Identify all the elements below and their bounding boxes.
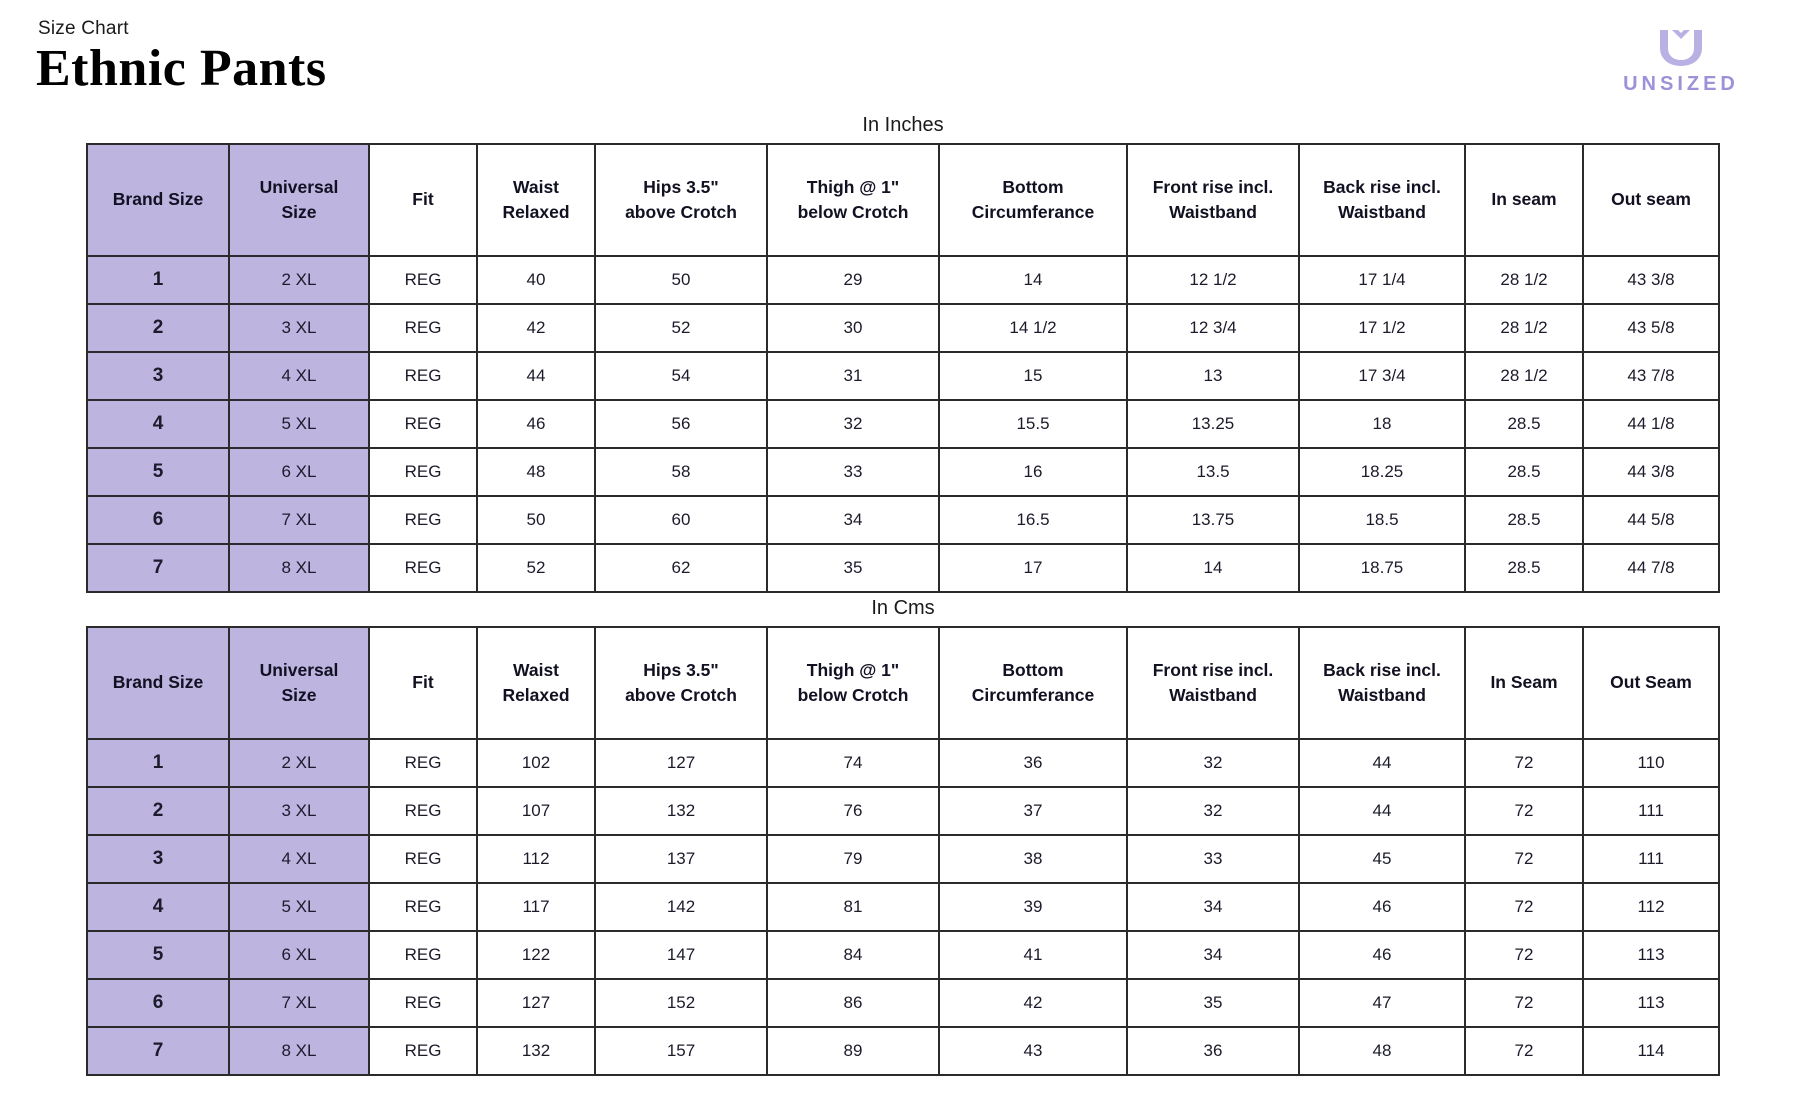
cell-hips: 58 xyxy=(595,448,767,496)
cell-front-rise: 12 3/4 xyxy=(1127,304,1299,352)
cell-bottom: 38 xyxy=(939,835,1127,883)
cell-hips: 137 xyxy=(595,835,767,883)
header-line-1: Hips 3.5" xyxy=(643,659,719,680)
cell-fit: REG xyxy=(369,400,477,448)
cell-out-seam: 44 7/8 xyxy=(1583,544,1719,592)
cell-bottom: 39 xyxy=(939,883,1127,931)
cell-thigh: 89 xyxy=(767,1027,939,1075)
cell-universal-size: 6 XL xyxy=(229,931,369,979)
col-header-fit xyxy=(369,627,477,739)
cell-fit: REG xyxy=(369,931,477,979)
cell-hips: 50 xyxy=(595,256,767,304)
table-header-row xyxy=(87,627,1719,739)
cell-out-seam: 43 7/8 xyxy=(1583,352,1719,400)
cell-thigh: 35 xyxy=(767,544,939,592)
header-line-2: Size xyxy=(281,202,317,222)
header-line-2: above Crotch xyxy=(625,685,737,705)
table-row xyxy=(87,835,1719,883)
cell-brand-size: 4 xyxy=(87,883,229,931)
cell-out-seam: 113 xyxy=(1583,931,1719,979)
header-line-1: Front rise incl. xyxy=(1152,176,1274,197)
cell-in-seam: 28.5 xyxy=(1465,400,1583,448)
table-row xyxy=(87,496,1719,544)
cell-front-rise: 34 xyxy=(1127,931,1299,979)
col-header-bottom-circumference xyxy=(939,144,1127,256)
header-line-1: Fit xyxy=(412,672,434,693)
col-header-thigh xyxy=(767,144,939,256)
cell-back-rise: 17 1/2 xyxy=(1299,304,1465,352)
cell-brand-size: 4 xyxy=(87,400,229,448)
header-line-1: Out Seam xyxy=(1610,672,1692,693)
col-header-thigh xyxy=(767,627,939,739)
cell-back-rise: 48 xyxy=(1299,1027,1465,1075)
cell-in-seam: 28.5 xyxy=(1465,496,1583,544)
cell-back-rise: 45 xyxy=(1299,835,1465,883)
cell-front-rise: 32 xyxy=(1127,739,1299,787)
cell-universal-size: 5 XL xyxy=(229,400,369,448)
cell-thigh: 86 xyxy=(767,979,939,1027)
table-row xyxy=(87,352,1719,400)
cell-back-rise: 18 xyxy=(1299,400,1465,448)
header-line-2: Waistband xyxy=(1338,202,1426,222)
cell-hips: 147 xyxy=(595,931,767,979)
cell-universal-size: 7 XL xyxy=(229,496,369,544)
unit-label-cms: In Cms xyxy=(871,597,935,619)
header-line-2: Size xyxy=(281,685,317,705)
cell-brand-size: 3 xyxy=(87,352,229,400)
cell-bottom: 41 xyxy=(939,931,1127,979)
page-title: Ethnic Pants xyxy=(36,40,327,97)
cell-universal-size: 2 XL xyxy=(229,739,369,787)
page-kicker: Size Chart xyxy=(38,18,129,39)
brand-name: UNSIZED xyxy=(1623,73,1739,95)
header-line-1: Back rise incl. xyxy=(1323,176,1441,197)
brand-logo xyxy=(1606,26,1756,96)
cell-fit: REG xyxy=(369,1027,477,1075)
col-header-in-seam xyxy=(1465,144,1583,256)
cell-front-rise: 34 xyxy=(1127,883,1299,931)
cell-front-rise: 13.75 xyxy=(1127,496,1299,544)
cell-brand-size: 5 xyxy=(87,931,229,979)
header-line-1: Brand Size xyxy=(112,189,204,210)
header-line-1: Bottom xyxy=(1002,659,1064,680)
table-row xyxy=(87,739,1719,787)
cell-hips: 54 xyxy=(595,352,767,400)
header-line-2: Waistband xyxy=(1169,202,1257,222)
cell-waist: 127 xyxy=(477,979,595,1027)
cell-waist: 48 xyxy=(477,448,595,496)
cell-universal-size: 3 XL xyxy=(229,787,369,835)
cell-brand-size: 3 xyxy=(87,835,229,883)
cell-hips: 152 xyxy=(595,979,767,1027)
table-row xyxy=(87,448,1719,496)
cell-brand-size: 5 xyxy=(87,448,229,496)
header-line-1: Back rise incl. xyxy=(1323,659,1441,680)
col-header-front-rise xyxy=(1127,144,1299,256)
cell-front-rise: 13.5 xyxy=(1127,448,1299,496)
cell-thigh: 74 xyxy=(767,739,939,787)
cell-fit: REG xyxy=(369,544,477,592)
size-table-cms xyxy=(86,626,1720,1076)
cell-universal-size: 3 XL xyxy=(229,304,369,352)
cell-back-rise: 46 xyxy=(1299,931,1465,979)
table-row xyxy=(87,1027,1719,1075)
cell-front-rise: 14 xyxy=(1127,544,1299,592)
col-header-fit xyxy=(369,144,477,256)
col-header-bottom-circumference xyxy=(939,627,1127,739)
cell-brand-size: 2 xyxy=(87,304,229,352)
cell-bottom: 16 xyxy=(939,448,1127,496)
table-header-row xyxy=(87,144,1719,256)
cell-bottom: 14 1/2 xyxy=(939,304,1127,352)
cell-fit: REG xyxy=(369,304,477,352)
cell-hips: 127 xyxy=(595,739,767,787)
cell-out-seam: 43 5/8 xyxy=(1583,304,1719,352)
cell-thigh: 32 xyxy=(767,400,939,448)
cell-in-seam: 72 xyxy=(1465,739,1583,787)
cell-hips: 52 xyxy=(595,304,767,352)
table-row xyxy=(87,979,1719,1027)
table-row xyxy=(87,883,1719,931)
cell-back-rise: 17 3/4 xyxy=(1299,352,1465,400)
cell-waist: 117 xyxy=(477,883,595,931)
header-line-2: below Crotch xyxy=(797,685,909,705)
cell-brand-size: 7 xyxy=(87,1027,229,1075)
cell-bottom: 43 xyxy=(939,1027,1127,1075)
cell-back-rise: 44 xyxy=(1299,787,1465,835)
cell-waist: 42 xyxy=(477,304,595,352)
header-line-1: Universal xyxy=(259,659,339,680)
header-line-1: Bottom xyxy=(1002,176,1064,197)
cell-waist: 40 xyxy=(477,256,595,304)
cell-out-seam: 44 5/8 xyxy=(1583,496,1719,544)
cell-back-rise: 17 1/4 xyxy=(1299,256,1465,304)
header-line-2: Circumferance xyxy=(971,202,1095,222)
cell-universal-size: 6 XL xyxy=(229,448,369,496)
header-line-1: Out seam xyxy=(1611,189,1691,210)
cell-brand-size: 1 xyxy=(87,739,229,787)
cell-fit: REG xyxy=(369,739,477,787)
cell-in-seam: 72 xyxy=(1465,835,1583,883)
table-row xyxy=(87,400,1719,448)
cell-front-rise: 12 1/2 xyxy=(1127,256,1299,304)
cell-in-seam: 72 xyxy=(1465,883,1583,931)
cell-universal-size: 7 XL xyxy=(229,979,369,1027)
cell-hips: 157 xyxy=(595,1027,767,1075)
cell-fit: REG xyxy=(369,979,477,1027)
col-header-waist-relaxed xyxy=(477,627,595,739)
cell-waist: 52 xyxy=(477,544,595,592)
cell-thigh: 79 xyxy=(767,835,939,883)
cell-fit: REG xyxy=(369,496,477,544)
cell-front-rise: 13.25 xyxy=(1127,400,1299,448)
cell-in-seam: 28 1/2 xyxy=(1465,304,1583,352)
cell-fit: REG xyxy=(369,352,477,400)
header-line-2: Waistband xyxy=(1338,685,1426,705)
cell-out-seam: 111 xyxy=(1583,835,1719,883)
col-header-hips xyxy=(595,627,767,739)
cell-waist: 122 xyxy=(477,931,595,979)
cell-out-seam: 112 xyxy=(1583,883,1719,931)
cell-hips: 142 xyxy=(595,883,767,931)
col-header-waist-relaxed xyxy=(477,144,595,256)
cell-universal-size: 4 XL xyxy=(229,352,369,400)
header-line-1: In Seam xyxy=(1490,672,1558,693)
header-line-2: Circumferance xyxy=(971,685,1095,705)
cell-waist: 46 xyxy=(477,400,595,448)
cell-bottom: 16.5 xyxy=(939,496,1127,544)
cell-out-seam: 111 xyxy=(1583,787,1719,835)
col-header-universal-size xyxy=(229,627,369,739)
cell-out-seam: 110 xyxy=(1583,739,1719,787)
col-header-brand-size xyxy=(87,144,229,256)
col-header-front-rise xyxy=(1127,627,1299,739)
col-header-back-rise xyxy=(1299,627,1465,739)
cell-front-rise: 33 xyxy=(1127,835,1299,883)
header-line-1: Front rise incl. xyxy=(1152,659,1274,680)
cell-thigh: 84 xyxy=(767,931,939,979)
cell-bottom: 17 xyxy=(939,544,1127,592)
cell-back-rise: 18.75 xyxy=(1299,544,1465,592)
cell-bottom: 37 xyxy=(939,787,1127,835)
col-header-out-seam xyxy=(1583,144,1719,256)
col-header-universal-size xyxy=(229,144,369,256)
header-line-1: Waist xyxy=(512,176,560,197)
cell-back-rise: 18.5 xyxy=(1299,496,1465,544)
cell-fit: REG xyxy=(369,835,477,883)
cell-back-rise: 44 xyxy=(1299,739,1465,787)
cell-bottom: 42 xyxy=(939,979,1127,1027)
col-header-hips xyxy=(595,144,767,256)
cell-universal-size: 4 XL xyxy=(229,835,369,883)
cell-fit: REG xyxy=(369,256,477,304)
cell-in-seam: 72 xyxy=(1465,979,1583,1027)
unit-label-inches: In Inches xyxy=(862,114,944,136)
header-line-2: Relaxed xyxy=(502,685,570,705)
cell-waist: 102 xyxy=(477,739,595,787)
cell-hips: 132 xyxy=(595,787,767,835)
col-header-in-seam xyxy=(1465,627,1583,739)
cell-universal-size: 8 XL xyxy=(229,1027,369,1075)
cell-thigh: 29 xyxy=(767,256,939,304)
header-line-1: Thigh @ 1" xyxy=(806,659,900,680)
unsized-logo-icon xyxy=(1606,26,1756,71)
cell-hips: 60 xyxy=(595,496,767,544)
cell-in-seam: 72 xyxy=(1465,931,1583,979)
cell-brand-size: 2 xyxy=(87,787,229,835)
header-line-2: above Crotch xyxy=(625,202,737,222)
col-header-brand-size xyxy=(87,627,229,739)
cell-brand-size: 6 xyxy=(87,496,229,544)
cell-thigh: 81 xyxy=(767,883,939,931)
header-line-2: Relaxed xyxy=(502,202,570,222)
table-row xyxy=(87,931,1719,979)
header-line-1: Hips 3.5" xyxy=(643,176,719,197)
cell-thigh: 76 xyxy=(767,787,939,835)
cell-back-rise: 46 xyxy=(1299,883,1465,931)
header-line-1: Universal xyxy=(259,176,339,197)
cell-bottom: 36 xyxy=(939,739,1127,787)
cell-front-rise: 32 xyxy=(1127,787,1299,835)
cell-out-seam: 44 3/8 xyxy=(1583,448,1719,496)
col-header-out-seam xyxy=(1583,627,1719,739)
cell-fit: REG xyxy=(369,448,477,496)
cell-waist: 107 xyxy=(477,787,595,835)
cell-brand-size: 7 xyxy=(87,544,229,592)
cell-brand-size: 1 xyxy=(87,256,229,304)
cell-waist: 132 xyxy=(477,1027,595,1075)
cell-hips: 62 xyxy=(595,544,767,592)
table-row xyxy=(87,787,1719,835)
header-line-2: below Crotch xyxy=(797,202,909,222)
table-row xyxy=(87,304,1719,352)
cell-fit: REG xyxy=(369,787,477,835)
cell-in-seam: 72 xyxy=(1465,787,1583,835)
cell-in-seam: 28 1/2 xyxy=(1465,352,1583,400)
header-line-1: Waist xyxy=(512,659,560,680)
cell-out-seam: 114 xyxy=(1583,1027,1719,1075)
cell-universal-size: 2 XL xyxy=(229,256,369,304)
cell-bottom: 14 xyxy=(939,256,1127,304)
cell-back-rise: 18.25 xyxy=(1299,448,1465,496)
table-row xyxy=(87,544,1719,592)
cell-front-rise: 35 xyxy=(1127,979,1299,1027)
cell-thigh: 34 xyxy=(767,496,939,544)
cell-thigh: 31 xyxy=(767,352,939,400)
cell-brand-size: 6 xyxy=(87,979,229,1027)
page-header xyxy=(36,18,1770,110)
header-line-1: Brand Size xyxy=(112,672,204,693)
cell-in-seam: 28.5 xyxy=(1465,544,1583,592)
cell-front-rise: 36 xyxy=(1127,1027,1299,1075)
table-row xyxy=(87,256,1719,304)
cell-front-rise: 13 xyxy=(1127,352,1299,400)
size-table-inches xyxy=(86,143,1720,593)
cell-waist: 112 xyxy=(477,835,595,883)
cell-bottom: 15.5 xyxy=(939,400,1127,448)
cell-thigh: 30 xyxy=(767,304,939,352)
col-header-back-rise xyxy=(1299,144,1465,256)
cell-fit: REG xyxy=(369,883,477,931)
header-line-2: Waistband xyxy=(1169,685,1257,705)
cell-in-seam: 72 xyxy=(1465,1027,1583,1075)
cell-out-seam: 43 3/8 xyxy=(1583,256,1719,304)
cell-thigh: 33 xyxy=(767,448,939,496)
cell-in-seam: 28.5 xyxy=(1465,448,1583,496)
cell-bottom: 15 xyxy=(939,352,1127,400)
header-line-1: Fit xyxy=(412,189,434,210)
cell-waist: 44 xyxy=(477,352,595,400)
cell-hips: 56 xyxy=(595,400,767,448)
cell-out-seam: 44 1/8 xyxy=(1583,400,1719,448)
cell-out-seam: 113 xyxy=(1583,979,1719,1027)
header-line-1: In seam xyxy=(1491,189,1557,210)
cell-in-seam: 28 1/2 xyxy=(1465,256,1583,304)
cell-back-rise: 47 xyxy=(1299,979,1465,1027)
cell-universal-size: 8 XL xyxy=(229,544,369,592)
cell-universal-size: 5 XL xyxy=(229,883,369,931)
cell-waist: 50 xyxy=(477,496,595,544)
header-line-1: Thigh @ 1" xyxy=(806,176,900,197)
